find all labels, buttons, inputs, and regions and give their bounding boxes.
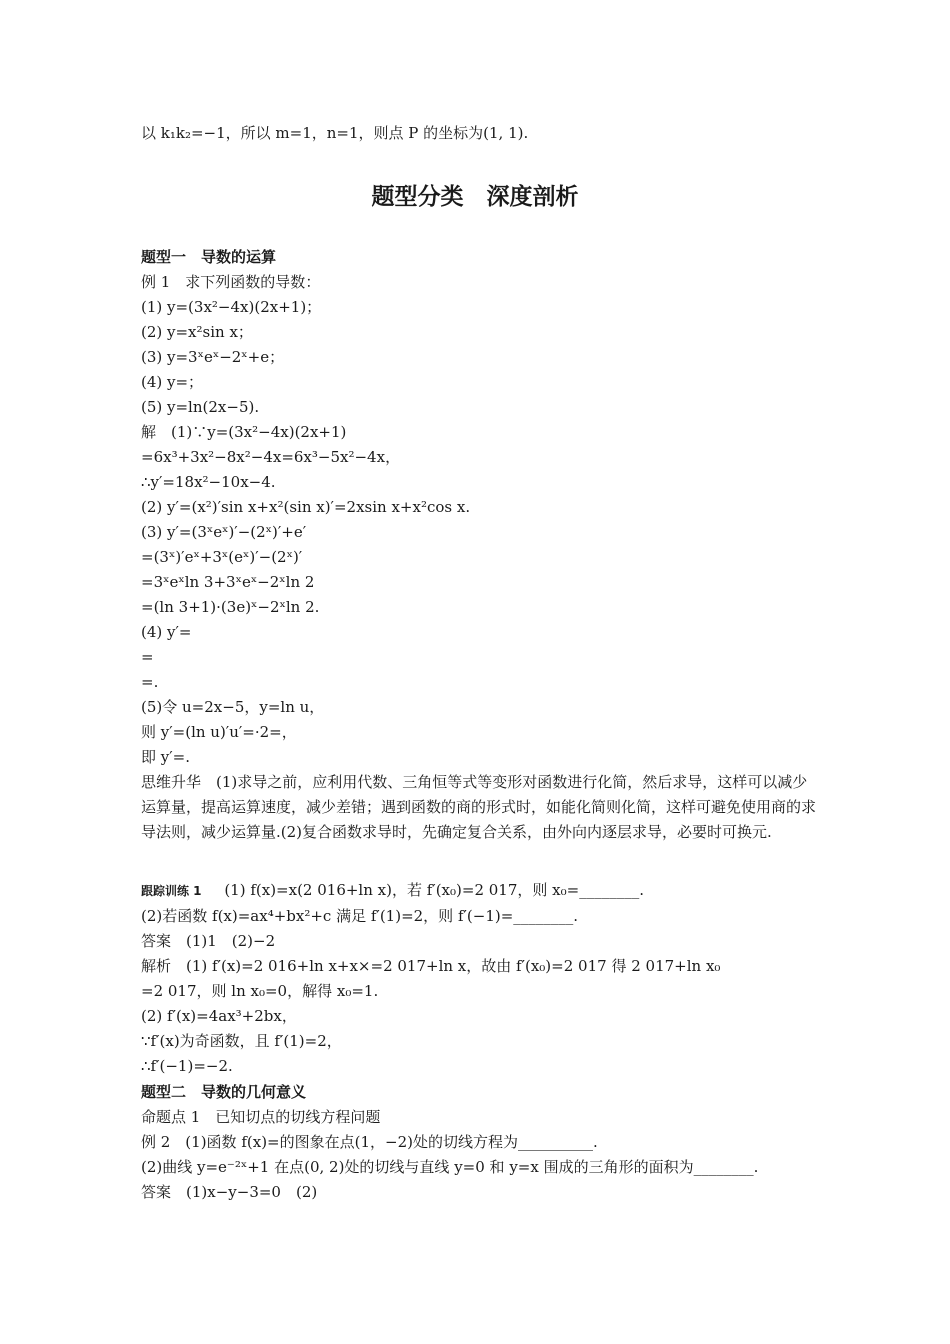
solution-line: =(3ˣ)′eˣ+3ˣ(eˣ)′−(2ˣ)′: [141, 548, 303, 566]
practice-question-2: (2)若函数 f(x)=ax⁴+bx²+c 满足 f′(1)=2，则 f′(−1)=________.: [141, 907, 579, 925]
solution-line: =(ln 3+1)·(3e)ˣ−2ˣln 2.: [141, 598, 320, 616]
solution-line: (3) y′=(3ˣeˣ)′−(2ˣ)′+e′: [141, 523, 307, 541]
solution-line: 则 y′=(ln u)′u′=·2=，: [141, 723, 297, 741]
practice-tag: 跟踪训练 1: [141, 884, 202, 898]
example1-item: (3) y=3ˣeˣ−2ˣ+e；: [141, 348, 285, 366]
example2-question-1: 例 2 (1)函数 f(x)=的图象在点(1，−2)处的切线方程为__________.: [141, 1133, 598, 1151]
example1-item: (1) y=(3x²−4x)(2x+1)；: [141, 298, 322, 316]
example1-item: (5) y=ln(2x−5).: [141, 398, 260, 416]
section-title: 题型分类 深度剖析: [371, 184, 579, 210]
analysis-line: (2) f′(x)=4ax³+2bx，: [141, 1007, 297, 1025]
analysis-line: ∴f′(−1)=−2.: [141, 1057, 233, 1075]
solution-line: 即 y′=.: [141, 748, 190, 766]
topic2-point1: 命题点 1 已知切点的切线方程问题: [141, 1108, 381, 1126]
example2-answer: 答案 (1)x−y−3=0 (2): [141, 1183, 318, 1201]
practice-question-1-text: (1) f(x)=x(2 016+ln x)，若 f′(x₀)=2 017，则 x₀=________.: [224, 881, 644, 899]
solution-line: (2) y′=(x²)′sin x+x²(sin x)′=2xsin x+x²cos x.: [141, 498, 471, 516]
example1-label: 例 1 求下列函数的导数：: [141, 273, 321, 291]
solution-line: 解 (1)∵y=(3x²−4x)(2x+1): [141, 423, 347, 441]
analysis-line: ∵f′(x)为奇函数，且 f′(1)=2，: [141, 1032, 342, 1050]
example1-item: (2) y=x²sin x；: [141, 323, 253, 341]
example1-item: (4) y=；: [141, 373, 204, 391]
solution-line: =: [141, 648, 154, 666]
solution-line: ∴y′=18x²−10x−4.: [141, 473, 276, 491]
example2-question-2: (2)曲线 y=e⁻²ˣ+1 在点(0, 2)处的切线与直线 y=0 和 y=x 围成的三角形的面积为________.: [141, 1158, 759, 1176]
solution-line: =3ˣeˣln 3+3ˣeˣ−2ˣln 2: [141, 573, 315, 591]
intro-line: 以 k₁k₂=−1，所以 m=1，n=1，则点 P 的坐标为(1, 1).: [141, 124, 529, 142]
topic1-heading: 题型一 导数的运算: [141, 248, 277, 266]
solution-line: (5)令 u=2x−5，y=ln u，: [141, 698, 325, 716]
analysis-line: =2 017，则 ln x₀=0，解得 x₀=1.: [141, 982, 379, 1000]
analysis-line: 解析 (1) f′(x)=2 016+ln x+x×=2 017+ln x，故由 f′(x₀)=2 017 得 2 017+ln x₀: [141, 957, 721, 975]
solution-line: =6x³+3x²−8x²−4x=6x³−5x²−4x，: [141, 448, 401, 466]
insight-paragraph: 思维升华 (1)求导之前，应利用代数、三角恒等式等变形对函数进行化简，然后求导，这样可以减少运算量，提高运算速度，减少差错；遇到函数的商的形式时，如能化简则化简，这样可避免使用商的求导法则，减少运算量.(2)复合函数求导时，先确定复合关系，由外向内逐层求导，必要时可换元.: [141, 773, 817, 841]
practice-answer: 答案 (1)1 (2)−2: [141, 932, 276, 950]
solution-line: =.: [141, 673, 159, 691]
practice-question-1: [141, 878, 644, 904]
solution-line: (4) y′=: [141, 623, 192, 641]
topic2-heading: 题型二 导数的几何意义: [141, 1083, 307, 1101]
